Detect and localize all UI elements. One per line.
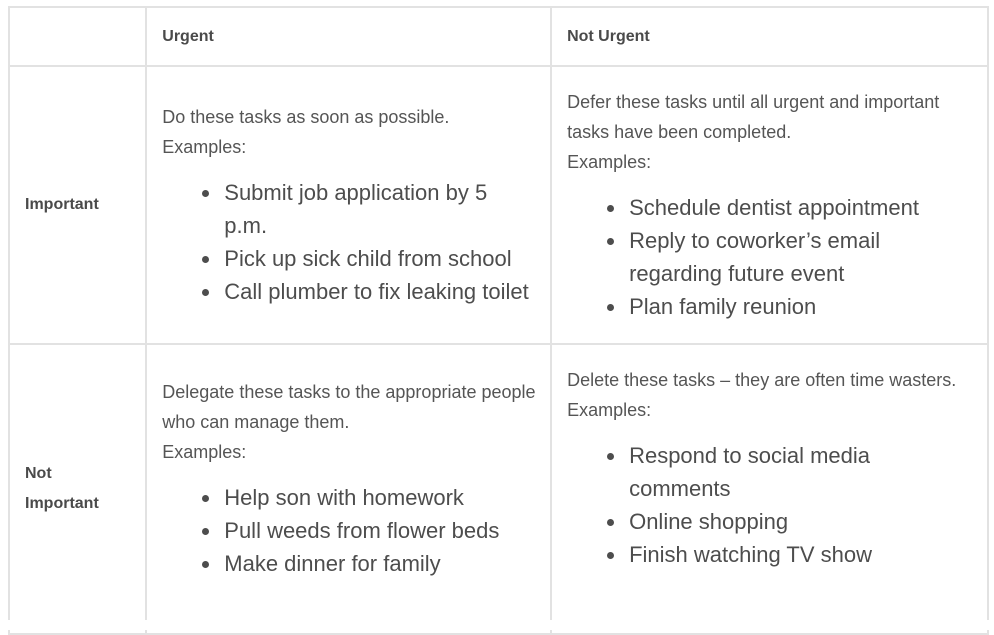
- crop-edge: [0, 620, 994, 630]
- list-item: • Help son with homework: [222, 481, 536, 514]
- cell-intro: Delegate these tasks to the appropriate people who can manage them.: [162, 382, 536, 432]
- table-row-important: [9, 66, 988, 344]
- list-item: • Online shopping: [627, 505, 973, 538]
- list-item: • Plan family reunion: [627, 290, 973, 323]
- list-item: • Submit job application by 5 p.m.: [222, 176, 536, 242]
- row-header-not-important: [9, 344, 146, 634]
- list-item: • Pick up sick child from school: [222, 242, 536, 275]
- examples-label: Examples:: [162, 137, 247, 157]
- list-item: • Finish watching TV show: [627, 538, 973, 571]
- cell-not-important-urgent: [146, 344, 551, 634]
- list-item: • Reply to coworker’s email regarding future event: [627, 224, 973, 290]
- list-item: • Pull weeds from flower beds: [222, 514, 536, 547]
- cell-intro: Do these tasks as soon as possible.: [162, 107, 450, 127]
- cell-important-urgent: [146, 66, 551, 344]
- header-row: [9, 7, 988, 66]
- example-list: [567, 439, 973, 571]
- list-item: • Respond to social media comments: [627, 439, 973, 505]
- example-list: [162, 176, 536, 308]
- examples-label: Examples:: [567, 400, 652, 420]
- examples-label: Examples:: [567, 152, 652, 172]
- cell-important-not-urgent: [551, 66, 988, 344]
- cell-intro: Delete these tasks – they are often time wasters.: [567, 370, 957, 390]
- list-item: • Make dinner for family: [222, 547, 536, 580]
- column-header-not-urgent: Not Urgent: [551, 7, 988, 66]
- examples-label: Examples:: [162, 442, 247, 462]
- eisenhower-matrix-table: [8, 6, 989, 635]
- cell-not-important-not-urgent: [551, 344, 988, 634]
- corner-cell: [9, 7, 146, 66]
- list-item: • Call plumber to fix leaking toilet: [222, 275, 536, 308]
- example-list: [567, 191, 973, 323]
- table-row-not-important: [9, 344, 988, 634]
- example-list: [162, 481, 536, 580]
- column-header-urgent: Urgent: [146, 7, 551, 66]
- row-header-line: Not: [25, 465, 52, 482]
- row-header-important: Important: [9, 66, 146, 344]
- row-header-line: Important: [25, 495, 99, 512]
- list-item: • Schedule dentist appointment: [627, 191, 973, 224]
- cell-intro: Defer these tasks until all urgent and important tasks have been completed.: [567, 92, 940, 142]
